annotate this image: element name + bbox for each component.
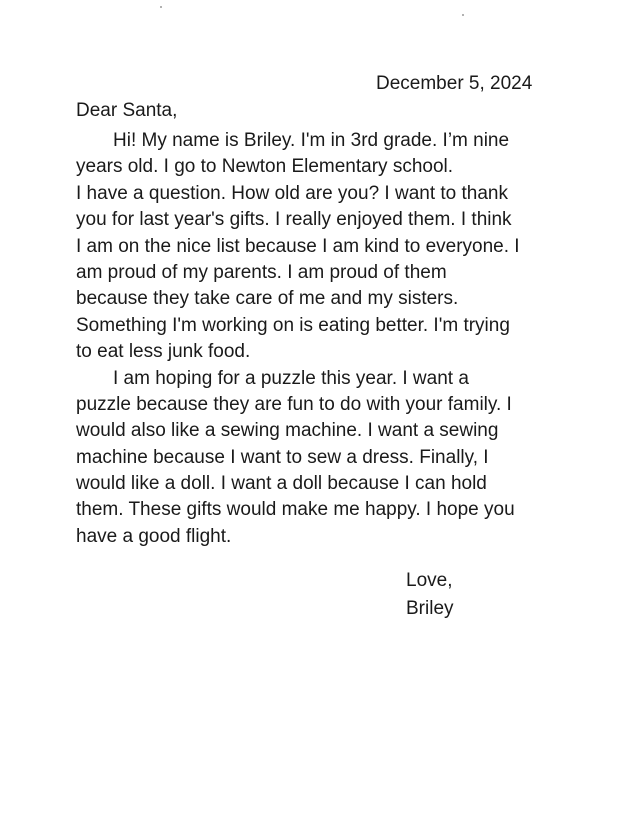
letter-line: Something I'm working on is eating better. I'm trying [76, 314, 510, 336]
letter-line: you for last year's gifts. I really enjoyed them. I think [76, 209, 512, 231]
letter-line: am proud of my parents. I am proud of them [76, 261, 447, 283]
letter-date: December 5, 2024 [376, 73, 533, 94]
letter-line: years old. I go to Newton Elementary school. [76, 156, 454, 178]
letter-signature: Briley [406, 598, 454, 619]
letter-line: because they take care of me and my sisters. [76, 288, 459, 310]
letter-line: I am on the nice list because I am kind to everyone. I [76, 235, 520, 257]
letter-line: machine because I want to sew a dress. Finally, I [76, 446, 489, 468]
letter-line: Hi! My name is Briley. I'm in 3rd grade. I’m nine [113, 130, 510, 151]
letter-body [76, 128, 596, 550]
letter-line: them. These gifts would make me happy. I hope you [76, 499, 515, 521]
letter-line: have a good flight. [76, 525, 232, 547]
letter-line: I am hoping for a puzzle this year. I want a [113, 367, 469, 389]
scan-speck [462, 14, 464, 16]
letter-line: would like a doll. I want a doll because I can hold [76, 473, 487, 495]
letter-salutation: Dear Santa, [76, 100, 178, 121]
letter-line: to eat less junk food. [76, 341, 251, 363]
letter-line: would also like a sewing machine. I want a sewing [76, 420, 499, 442]
letter-line: puzzle because they are fun to do with your family. I [76, 393, 512, 415]
scan-speck [160, 6, 162, 8]
letter-line: I have a question. How old are you? I want to thank [76, 182, 508, 204]
letter-closing: Love, [406, 570, 453, 591]
